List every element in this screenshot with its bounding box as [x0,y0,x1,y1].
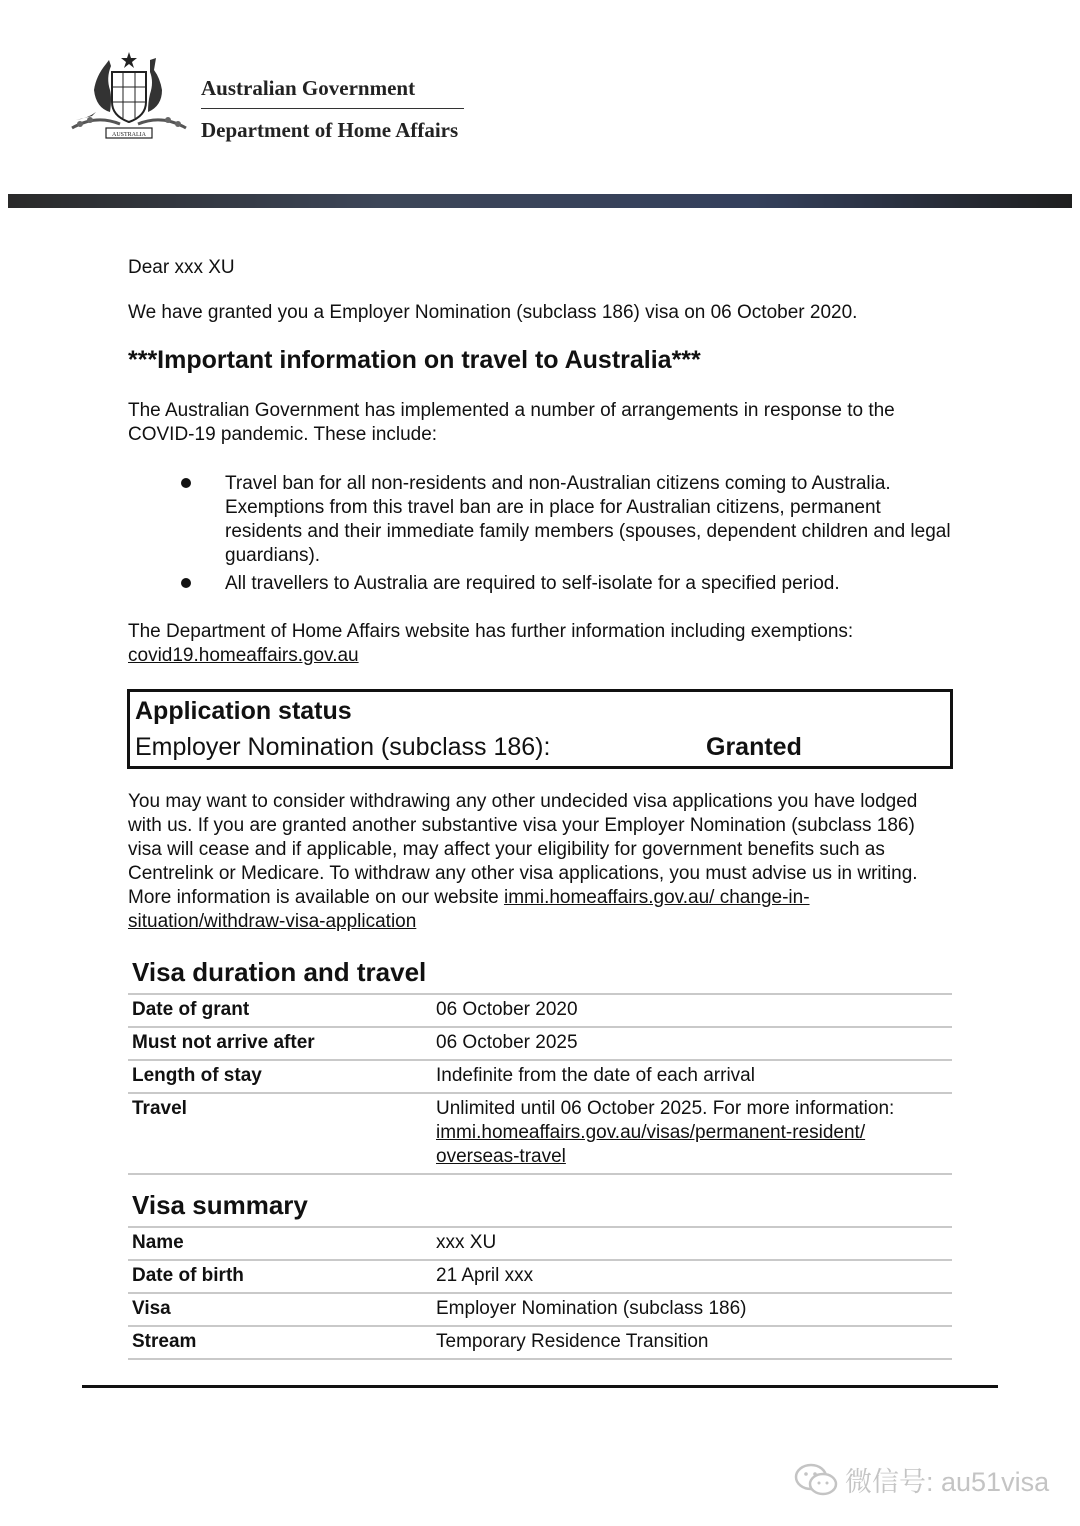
withdraw-text: You may want to consider withdrawing any other undecided visa applications you have lodged with us. If you are granted another substantive visa your Employer Nomination (subclass 186) visa will cease and if applicable, may affect your eligibility for government benefits such as Centrelink or Medicare. To withdraw any other visa applications, you must advise us in writing. More information is available on our website [128,791,918,908]
row-label: Must not arrive after [128,1027,432,1060]
letterhead [66,50,486,150]
covid-bullet-list [128,472,958,600]
website-paragraph [128,620,948,668]
crest-motto: AUSTRALIA [112,132,146,138]
row-label: Stream [128,1326,432,1359]
table-row [128,1093,952,1174]
row-value: 21 April xxx [432,1260,952,1293]
application-status-box [127,689,953,769]
row-label: Travel [128,1093,432,1174]
important-heading: ***Important information on travel to Australia*** [128,346,701,374]
header-banner [8,194,1072,208]
coat-of-arms-icon [66,50,192,146]
table-row [128,1326,952,1359]
visa-summary-title: Visa summary [132,1190,308,1220]
row-value: 06 October 2025 [432,1027,952,1060]
row-label: Date of birth [128,1260,432,1293]
wechat-icon [793,1462,839,1498]
row-label: Visa [128,1293,432,1326]
withdraw-link[interactable]: immi.homeaffairs.gov.au/ change-in-situation/withdraw-visa-application [128,887,810,932]
status-badge: Granted [706,733,802,761]
table-row [128,1227,952,1260]
website-text: The Department of Home Affairs website has further information including exemptions: [128,621,854,642]
table-row [128,1293,952,1326]
greeting: Dear xxx XU [128,257,235,278]
row-label: Date of grant [128,994,432,1027]
letterhead-divider [201,108,464,109]
list-item [128,572,958,596]
bullet-icon [181,478,191,488]
covid-intro: The Australian Government has implemented a number of arrangements in response to the COVID-19 pandemic. These include: [128,400,895,445]
watermark-text: 微信号: au51visa [845,1467,1050,1497]
government-name: Australian Government [201,76,416,100]
bullet-text: Travel ban for all non-residents and non-Australian citizens coming to Australia. Exemptions from this travel ban are in place for Australian citizens, permanent residents and their immediate family members (spouses, dependent children and legal guardians). [225,473,951,566]
list-item [128,472,958,568]
table-row [128,994,952,1027]
row-value: xxx XU [432,1227,952,1260]
withdraw-paragraph [128,790,938,934]
row-value: 06 October 2020 [432,994,952,1027]
row-value: Employer Nomination (subclass 186) [432,1293,952,1326]
bullet-icon [181,578,191,588]
visa-duration-title: Visa duration and travel [132,957,427,987]
status-title: Application status [135,697,352,725]
watermark [793,1460,1049,1499]
table-row [128,1060,952,1093]
covid-website-link[interactable]: covid19.homeaffairs.gov.au [128,645,359,666]
row-label: Length of stay [128,1060,432,1093]
overseas-travel-link[interactable]: immi.homeaffairs.gov.au/visas/permanent-resident/ overseas-travel [436,1122,866,1167]
travel-value-text: Unlimited until 06 October 2025. For more information: [436,1098,895,1119]
visa-summary-table [128,1226,952,1360]
status-label: Employer Nomination (subclass 186): [135,733,551,761]
visa-duration-table [128,993,952,1175]
row-label: Name [128,1227,432,1260]
row-value: Temporary Residence Transition [432,1326,952,1359]
row-value: Indefinite from the date of each arrival [432,1060,952,1093]
table-row [128,1027,952,1060]
department-name: Department of Home Affairs [201,118,459,142]
footer-divider [82,1385,998,1388]
grant-sentence: We have granted you a Employer Nomination (subclass 186) visa on 06 October 2020. [128,302,858,323]
table-row [128,1260,952,1293]
bullet-text: All travellers to Australia are required to self-isolate for a specified period. [225,573,840,594]
row-value [432,1093,952,1174]
